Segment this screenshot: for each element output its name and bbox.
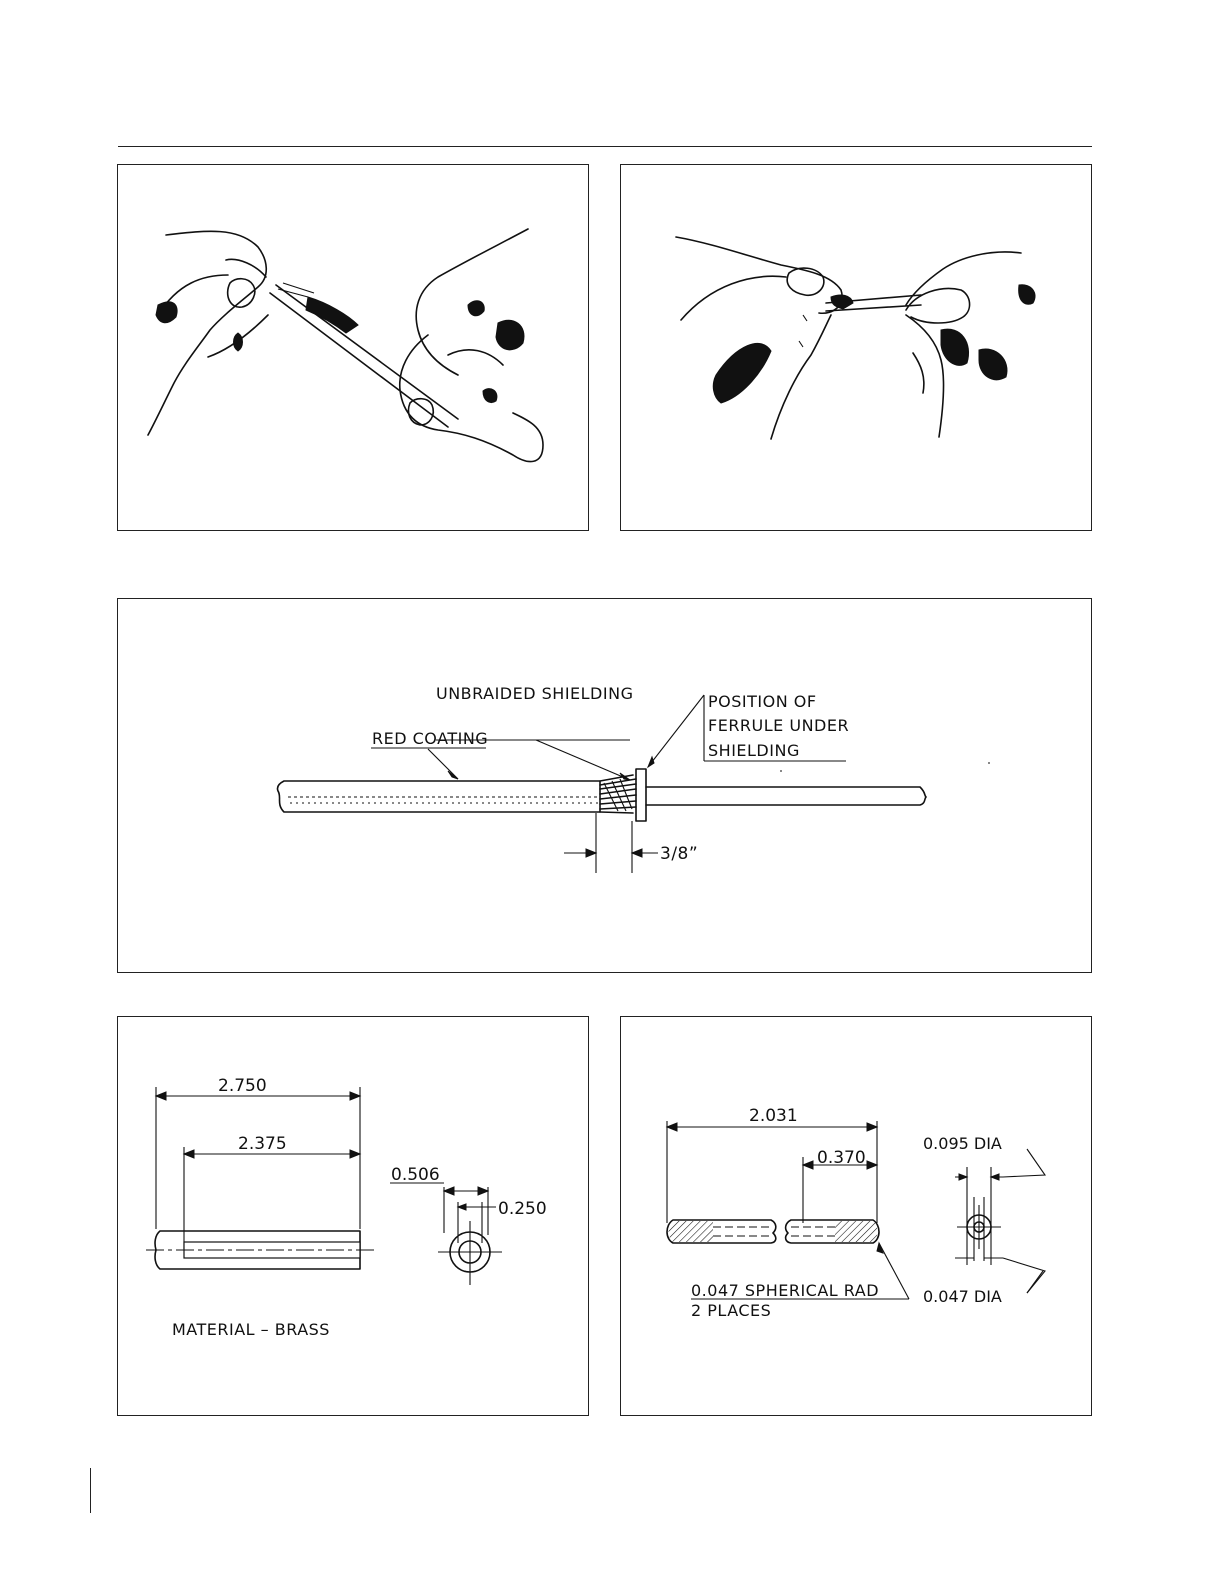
pin-end-view xyxy=(955,1149,1045,1293)
tube-end-view xyxy=(390,1183,502,1285)
pin-left-segment xyxy=(667,1220,776,1243)
wire-diagram xyxy=(118,599,1093,974)
figure-pin xyxy=(620,1016,1092,1416)
dia-0047: 0.047 DIA xyxy=(923,1287,1002,1306)
position-label-line3: SHIELDING xyxy=(708,741,800,760)
position-label-line2: FERRULE UNDER xyxy=(708,716,850,735)
hands-ferrule-illustration xyxy=(621,165,1093,532)
header-rule xyxy=(118,146,1092,147)
unbraided-shielding xyxy=(600,775,636,813)
pin-right-segment xyxy=(786,1220,879,1243)
dim-2750: 2.750 xyxy=(218,1076,267,1096)
dia-0095: 0.095 DIA xyxy=(923,1134,1002,1153)
dim-2031: 2.031 xyxy=(749,1106,798,1126)
material-label: MATERIAL – BRASS xyxy=(172,1320,330,1339)
dim-0506: 0.506 xyxy=(391,1165,440,1185)
figure-stripping-insulation xyxy=(117,164,589,531)
spherical-rad-line1: 0.047 SPHERICAL RAD xyxy=(691,1281,880,1300)
hands-stripping-illustration xyxy=(118,165,590,532)
page-margin-bar xyxy=(90,1468,91,1513)
inner-conductor xyxy=(646,787,926,805)
dimension-3-8-label: 3/8” xyxy=(660,844,699,864)
tube-drawing xyxy=(118,1017,590,1417)
figure-inserting-ferrule xyxy=(620,164,1092,531)
tube-section xyxy=(146,1231,374,1269)
spherical-rad-line2: 2 PLACES xyxy=(691,1301,772,1320)
red-coating-label: RED COATING xyxy=(372,729,489,748)
dim-2375: 2.375 xyxy=(238,1134,287,1154)
dim-0250: 0.250 xyxy=(498,1199,547,1219)
unbraided-shielding-label: UNBRAIDED SHIELDING xyxy=(436,684,634,703)
figure-wire-shielding-ferrule xyxy=(117,598,1092,973)
figure-brass-tube xyxy=(117,1016,589,1416)
ferrule xyxy=(636,769,646,821)
dim-0370: 0.370 xyxy=(817,1148,866,1168)
position-label-line1: POSITION OF xyxy=(708,692,817,711)
pin-drawing xyxy=(621,1017,1093,1417)
